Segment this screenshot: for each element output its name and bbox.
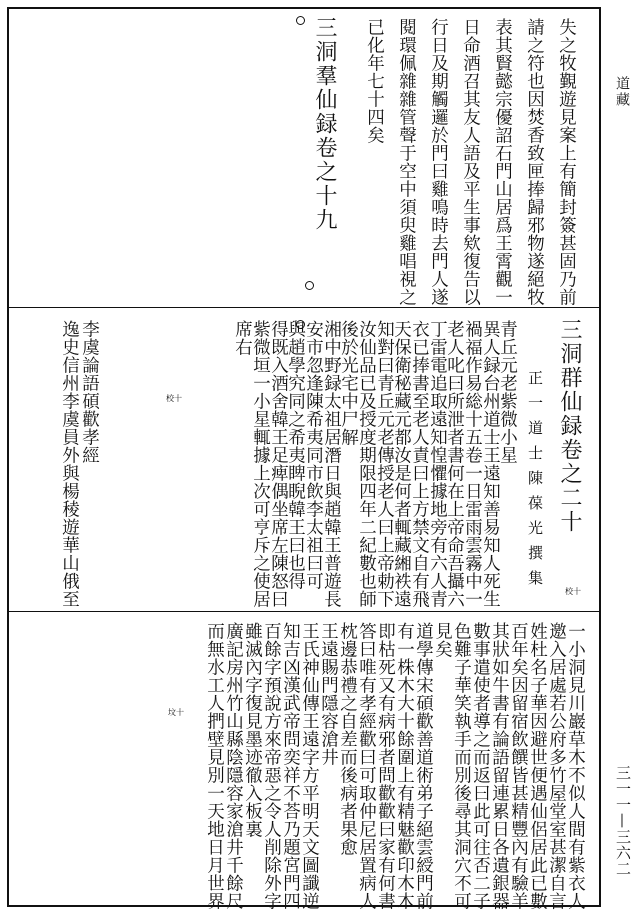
text-column: 異人録台州道士王遠知善易知人死生 (480, 320, 501, 608)
text-column: 失之牧覲遊見案上有簡封簽甚固乃前 (556, 18, 577, 306)
text-column: 邀入居處若公府多竹屋堂室甚潔自言 (546, 622, 567, 910)
text-column: 青丘元老紫微小星 (497, 320, 518, 464)
text-column: 衣已捧書至老人責曰上方禁文自有飛 (409, 320, 430, 608)
text-column: 湘中野録太祖居潛日與趙韓王普遊長 (321, 320, 342, 608)
text-column: 有一株木大十餘圍上有精魅歡印木木 (394, 622, 415, 910)
text-column: 廣記房州竹山縣陰隱容家滄井千餘尺 (223, 622, 244, 910)
text-column: 其狀如牛書有論語留連累日各遺銀器 (489, 622, 510, 910)
text-column: 得既入酒舍韓王足痺偶坐席左陳怒曰 (268, 320, 289, 608)
text-column: 逸史信州李虞員外與楊稜遊華山俄至 (59, 320, 80, 608)
text-column: 老人叱曰所泄者書何在上帝命吾攝六 (444, 320, 465, 608)
text-column: 一小洞見川巖草木不似人間有紫衣人 (565, 622, 586, 910)
section-divider-lower (7, 611, 601, 612)
margin-collation-mark: 校十 (166, 394, 182, 403)
text-column: 請之符也因焚香致匣捧歸邪物遂絕牧 (524, 18, 545, 306)
text-column: 知吉凶漢武帝問奕祥不荅乃題宮門四 (280, 622, 301, 910)
text-column: 禍福作易総十五卷一日雷雨雲霧中一 (462, 320, 483, 608)
text-column: 閱環佩雜雜管聲于空中須臾雞唱視之 (396, 18, 417, 306)
volume-closing-title: 三洞羣仙録卷之十九 (312, 16, 337, 232)
text-column: 道學傳宋碩歡善道術弟子絕雲綬門前 (413, 622, 434, 910)
text-column: 見矣 (432, 622, 453, 658)
text-column: 李虞論語碩歡孝經 (79, 320, 100, 464)
text-column: 汝仙品已及授度期限四年二紀數也師 (356, 320, 377, 608)
text-column: 知對曰青丘元老傳授老人曰上帝勅下 (374, 320, 395, 608)
text-column: 百餘字預說方來帝惡之令人削除外字 (261, 622, 282, 910)
section-divider-upper (7, 307, 601, 308)
margin-collation-mark: 校十 (565, 587, 581, 596)
text-column: 已化年七十四矣 (364, 18, 385, 144)
book-title: 三洞群仙録卷之二十 (557, 318, 582, 534)
text-column: 日命酒召其友人語及平生事欸復告以 (460, 18, 481, 306)
text-column: 雖滅內字復見墨迹徹入板裏 (242, 622, 263, 838)
author-line: 正一道士陳葆光撰集 (526, 370, 544, 595)
text-column: 丁雷電追取遠知惶懼據地旁有六人青 (427, 320, 448, 608)
text-column: 色難子華笑執手而別後尋其洞穴不可 (451, 622, 472, 910)
text-column: 王遠賜門隱容滄井 (318, 622, 339, 766)
text-column: 席右 (232, 320, 253, 356)
text-column: 枕邊恭禮之自差而後病者果愈 (337, 622, 358, 856)
text-column: 行日及期觸邏於門曰雞鳴時去門人遂 (428, 18, 449, 306)
text-column: 即枯死又有病邪者問歡歡曰家有何書 (375, 622, 396, 910)
text-column: 天保衛秘藏元都汝是何者輒藏緗袟遠 (391, 320, 412, 608)
text-column: 姓杜名子華因避世便遇仙侶居此已數 (527, 622, 548, 910)
text-column: 數事遣使者導之而返曰此可往否二子 (470, 622, 491, 910)
text-column: 百年矣因留宿飲饌皆甚精豐內有驗羊 (508, 622, 529, 910)
text-column: 與趙學究同之希夷睥睨韓王曰也得 (285, 320, 306, 590)
section-start-circle (296, 16, 305, 25)
collection-title: 道藏 (614, 76, 630, 108)
margin-collation-mark: 坟十 (168, 708, 184, 717)
text-column: 答曰唯有孝經歡曰可取仲尼居置病人 (356, 622, 377, 910)
text-column: 紫微垣一小星輒據上次可亨斥之使居 (250, 320, 271, 608)
section-end-circle (305, 281, 314, 290)
text-column: 後於光宅中尸解 (338, 320, 359, 446)
page-number: 三一一—三六二 (614, 765, 632, 877)
text-column: 而無水工人捫壁見別一天地日月世界 (204, 622, 225, 910)
text-column: 安市忽逢陳希夷同市飲李太祖曰可 (303, 320, 324, 590)
text-column: 王氏神仙傳王遠字方平明天文圖讖逆 (299, 622, 320, 910)
text-column: 表其賢懿宗優詔石門山居爲王霄觀一 (492, 18, 513, 306)
